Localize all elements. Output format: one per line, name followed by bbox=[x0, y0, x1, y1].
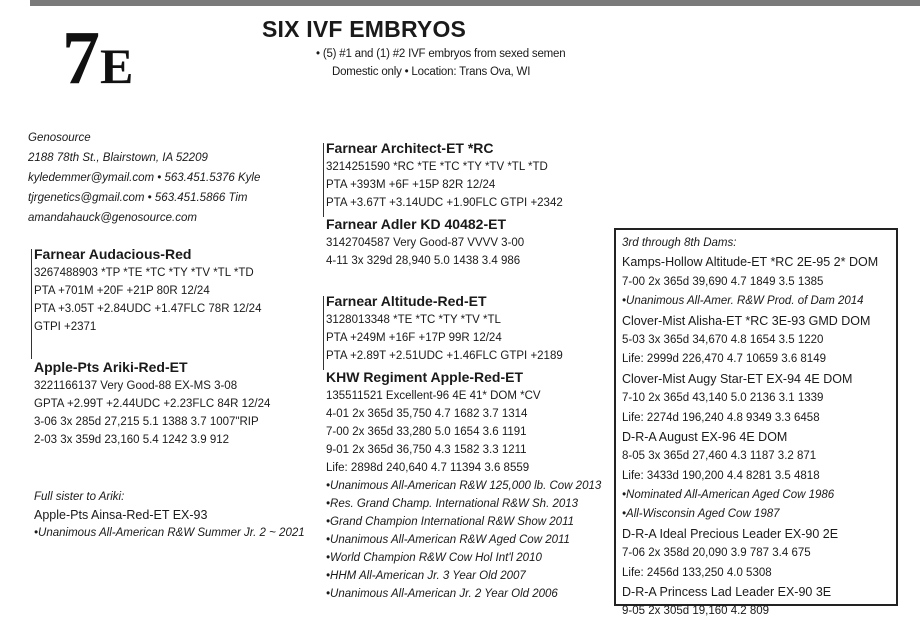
pedigree-connector-dam bbox=[323, 296, 324, 370]
sire-line: 3214251590 *RC *TE *TC *TY *TV *TL *TD bbox=[326, 161, 548, 173]
dam-line: PTA +249M +16F +17P 99R 12/24 bbox=[326, 332, 502, 344]
dam-sire-block bbox=[326, 367, 601, 603]
dams-heading: 3rd through 8th Dams: bbox=[622, 237, 737, 249]
dam-line: PTA +2.89T +2.51UDC +1.46FLC GTPI +2189 bbox=[326, 350, 563, 362]
dam-sire-award: •Unanimous All-American R&W Aged Cow 2011 bbox=[326, 534, 570, 546]
top-rule bbox=[30, 0, 920, 6]
sire-sire-line: 3142704587 Very Good-87 VVVV 3-00 bbox=[326, 237, 525, 249]
lot-title: SIX IVF EMBRYOS bbox=[262, 16, 467, 42]
left-sire-line: GTPI +2371 bbox=[34, 321, 97, 333]
dam-sire-line: 4-01 2x 365d 35,750 4.7 1682 3.7 1314 bbox=[326, 408, 528, 420]
left-sire-line: PTA +701M +20F +21P 80R 12/24 bbox=[34, 285, 210, 297]
consignor-contact-tim: tjrgenetics@gmail.com • 563.451.5866 Tim bbox=[28, 192, 248, 204]
dams-list bbox=[622, 234, 896, 622]
dam-sire-line: 9-01 2x 365d 36,750 4.3 1582 3.3 1211 bbox=[326, 444, 527, 456]
sire-sire-line: 4-11 3x 329d 28,940 5.0 1438 3.4 986 bbox=[326, 255, 521, 267]
dams-box bbox=[614, 228, 898, 618]
dam-sire-award: •Unanimous All-American R&W 125,000 lb. Cow 2013 bbox=[326, 480, 602, 492]
dam-sire-name: KHW Regiment Apple-Red-ET bbox=[326, 369, 524, 385]
full-sister-name: Apple-Pts Ainsa-Red-ET EX-93 bbox=[34, 508, 208, 522]
dam-sire-award: •Grand Champion International R&W Show 2011 bbox=[326, 516, 575, 528]
dam-entry-name: Kamps-Hollow Altitude-ET *RC 2E-95 2* DOM bbox=[622, 255, 879, 270]
dam-name: Farnear Altitude-Red-ET bbox=[326, 293, 487, 309]
left-sire-block bbox=[34, 244, 261, 336]
dam-sire-award: •World Champion R&W Cow Hol Int'l 2010 bbox=[326, 552, 542, 564]
left-dam-line: 3-06 3x 285d 27,215 5.1 1388 3.7 1007"RIP bbox=[34, 416, 259, 428]
sire-sire-name: Farnear Adler KD 40482-ET bbox=[326, 216, 506, 232]
dam-entry-line: Life: 3433d 190,200 4.4 8281 3.5 4818 bbox=[622, 469, 820, 482]
left-sire-line: 3267488903 *TP *TE *TC *TY *TV *TL *TD bbox=[34, 267, 254, 279]
full-sister-block bbox=[34, 488, 305, 542]
left-sire-line: PTA +3.05T +2.84UDC +1.47FLC 78R 12/24 bbox=[34, 303, 262, 315]
pedigree-connector-sire bbox=[323, 143, 324, 217]
dam-sire-line: 135511521 Excellent-96 4E 41* DOM *CV bbox=[326, 390, 541, 402]
dam-entry-name: D-R-A Ideal Precious Leader EX-90 2E bbox=[622, 526, 839, 541]
lot-subtitle-line2: Domestic only • Location: Trans Ova, WI bbox=[332, 66, 531, 78]
dam-entry-line: Life: 2456d 133,250 4.0 5308 bbox=[622, 566, 772, 579]
dam-entry-note: •All-Wisconsin Aged Cow 1987 bbox=[622, 508, 780, 521]
left-sire-name: Farnear Audacious-Red bbox=[34, 246, 192, 262]
dam-entry-line: Life: 2274d 196,240 4.8 9349 3.3 6458 bbox=[622, 411, 820, 424]
dam-sire-line: Life: 2898d 240,640 4.7 11394 3.6 8559 bbox=[326, 462, 530, 474]
dam-entry-line: 5-03 3x 365d 34,670 4.8 1654 3.5 1220 bbox=[622, 333, 824, 346]
pedigree-connector-left bbox=[31, 249, 32, 359]
dam-entry-note: •Unanimous All-Amer. R&W Prod. of Dam 2014 bbox=[622, 295, 864, 308]
dam-sire-award: •Res. Grand Champ. International R&W Sh. 2013 bbox=[326, 498, 579, 510]
sire-block bbox=[326, 138, 563, 212]
dam-entry-line: 7-10 2x 365d 43,140 5.0 2136 3.1 1339 bbox=[622, 392, 824, 405]
consignor-name: Genosource bbox=[28, 132, 91, 144]
dam-entry-note: •Nominated All-American Aged Cow 1986 bbox=[622, 489, 835, 502]
lot-number-digit: 7 bbox=[62, 16, 100, 100]
dam-entry-name: Clover-Mist Augy Star-ET EX-94 4E DOM bbox=[622, 371, 853, 386]
lot-subtitle-line1: • (5) #1 and (1) #2 IVF embryos from sexed semen bbox=[316, 48, 566, 60]
full-sister-award: •Unanimous All-American R&W Summer Jr. 2 ~ 2021 bbox=[34, 527, 305, 539]
dam-entry-line: Life: 2999d 226,470 4.7 10659 3.6 8149 bbox=[622, 353, 826, 366]
dam-entry-line: 8-05 3x 365d 27,460 4.3 1187 3.2 871 bbox=[622, 450, 817, 463]
sire-name: Farnear Architect-ET *RC bbox=[326, 140, 494, 156]
dam-entry-name: Clover-Mist Alisha-ET *RC 3E-93 GMD DOM bbox=[622, 313, 871, 328]
left-dam-block bbox=[34, 357, 270, 449]
consignor-info bbox=[28, 128, 260, 228]
sire-sire-block bbox=[326, 214, 524, 270]
dam-sire-award: •HHM All-American Jr. 3 Year Old 2007 bbox=[326, 570, 526, 582]
dam-block bbox=[326, 291, 563, 365]
dam-entry-line: 9-05 2x 305d 19,160 4.2 809 bbox=[622, 605, 770, 618]
dam-entry-name: D-R-A Princess Lad Leader EX-90 3E bbox=[622, 585, 832, 600]
left-dam-line: 3221166137 Very Good-88 EX-MS 3-08 bbox=[34, 380, 238, 392]
dam-entry-line: 7-00 2x 365d 39,690 4.7 1849 3.5 1385 bbox=[622, 275, 824, 288]
dam-sire-line: 7-00 2x 365d 33,280 5.0 1654 3.6 1191 bbox=[326, 426, 527, 438]
consignor-address: 2188 78th St., Blairstown, IA 52209 bbox=[28, 152, 208, 164]
dam-sire-award: •Unanimous All-American Jr. 2 Year Old 2006 bbox=[326, 588, 558, 600]
sire-line: PTA +3.67T +3.14UDC +1.90FLC GTPI +2342 bbox=[326, 197, 563, 209]
dam-line: 3128013348 *TE *TC *TY *TV *TL bbox=[326, 314, 501, 326]
dam-entry-name: D-R-A August EX-96 4E DOM bbox=[622, 429, 788, 444]
full-sister-heading: Full sister to Ariki: bbox=[34, 491, 125, 503]
lot-number-letter: E bbox=[100, 38, 134, 94]
dam-entry-line: 7-06 2x 358d 20,090 3.9 787 3.4 675 bbox=[622, 547, 811, 560]
consignor-contact-kyle: kyledemmer@ymail.com • 563.451.5376 Kyle bbox=[28, 172, 261, 184]
left-dam-line: 2-03 3x 359d 23,160 5.4 1242 3.9 912 bbox=[34, 434, 230, 446]
left-dam-line: GPTA +2.99T +2.44UDC +2.23FLC 84R 12/24 bbox=[34, 398, 271, 410]
sire-line: PTA +393M +6F +15P 82R 12/24 bbox=[326, 179, 496, 191]
consignor-email: amandahauck@genosource.com bbox=[28, 212, 197, 224]
left-dam-name: Apple-Pts Ariki-Red-ET bbox=[34, 359, 188, 375]
lot-number bbox=[62, 16, 134, 100]
